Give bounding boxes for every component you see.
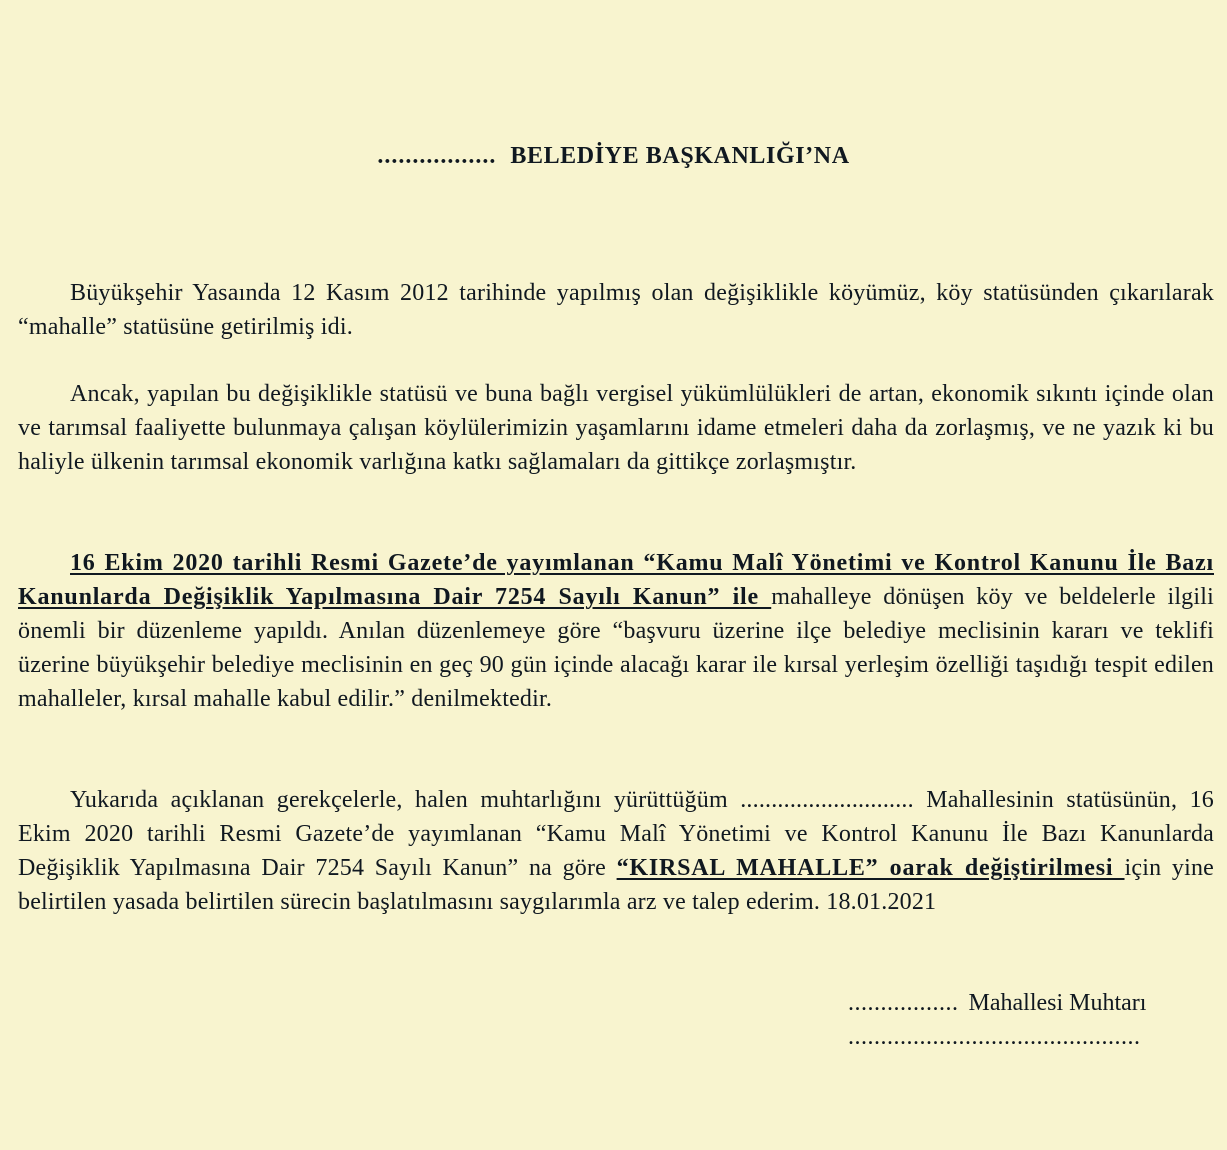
signature-title-line xyxy=(848,986,1214,1020)
signature-name-line: ............................................. xyxy=(848,1024,1141,1050)
document-heading xyxy=(0,143,1227,170)
heading-placeholder-dots: ................. xyxy=(377,143,497,169)
signature-placeholder-dots: ................. xyxy=(848,990,959,1016)
paragraph-1 xyxy=(18,276,1214,344)
paragraph-3-text: mahalleye dönüşen köy ve beldelerle ilgili önemli bir düzenleme yapıldı. Anılan düzenlemeye göre “başvuru üzerine ilçe belediye meclisinin kararı ve teklifi üzerine büyükşehir belediye meclisinin en geç 90 gün içinde alacağı karar ile kırsal yerleşim özelliği taşıdığı tespit edilen mahalleler, kırsal mahalle kabul edilir.” denilmektedir. xyxy=(18,584,1214,712)
paragraph-3 xyxy=(18,546,1214,716)
paragraph-2 xyxy=(18,377,1214,479)
law-reference-bold: 16 Ekim 2020 tarihli Resmi Gazete’de yayımlanan “Kamu Malî Yönetimi ve Kontrol Kanunu İle Bazı Kanunlarda Değişiklik Yapılmasına Dair 7254 Sayılı Kanun” ile xyxy=(18,550,1214,610)
paragraph-4 xyxy=(18,783,1214,919)
heading-text: BELEDİYE BAŞKANLIĞI’NA xyxy=(510,143,850,169)
paragraph-2-text: Ancak, yapılan bu değişiklikle statüsü ve buna bağlı vergisel yükümlülükleri de artan, ekonomik sıkıntı içinde olan ve tarımsal faaliyette bulunmaya çalışan köylülerimizin yaşamlarını idame etmeleri daha da zorlaşmış, ve ne yazık ki bu haliyle ülkenin tarımsal ekonomik varlığına katkı sağlamaları da gittikçe zorlaşmıştır. xyxy=(18,381,1214,475)
rural-neighborhood-bold: “KIRSAL MAHALLE” oarak değiştirilmesi xyxy=(616,855,1125,881)
paragraph-4-end: için yine belirtilen yasada belirtilen sürecin başlatılmasını saygılarımla arz ve talep ederim. 18.01.2021 xyxy=(18,855,1214,915)
signature-label: Mahallesi Muhtarı xyxy=(968,990,1147,1016)
paragraph-1-text: Büyükşehir Yasaında 12 Kasım 2012 tarihinde yapılmış olan değişiklikle köyümüz, köy statüsünden çıkarılarak “mahalle” statüsüne getirilmiş idi. xyxy=(18,280,1214,340)
signature-block xyxy=(848,986,1214,1054)
paragraph-4-start: Yukarıda açıklanan gerekçelerle, halen muhtarlığını yürüttüğüm ............................ Mahallesinin statüsünün, 16 Ekim 2020 tarihli Resmi Gazete’de yayımlanan “Kamu Malî Yönetimi ve Kontrol Kanunu İle Bazı Kanunlarda Değişiklik Yapılmasına Dair 7254 Sayılı Kanun” na göre xyxy=(18,787,1214,881)
